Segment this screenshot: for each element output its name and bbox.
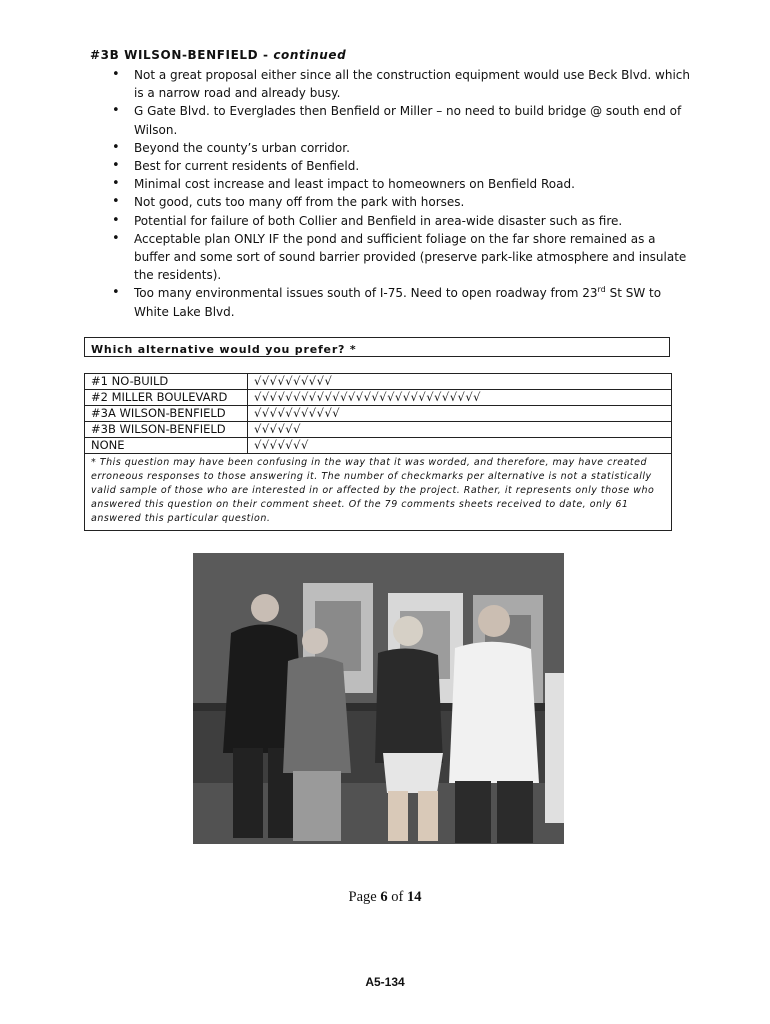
option-label: #3B WILSON-BENFIELD xyxy=(85,422,248,438)
question-heading: Which alternative would you prefer? * xyxy=(84,337,670,357)
section-title: #3B WILSON-BENFIELD - xyxy=(90,48,274,62)
comment-item: • Beyond the county’s urban corridor. xyxy=(134,139,694,157)
table-row xyxy=(85,438,672,454)
option-label: #2 MILLER BOULEVARD xyxy=(85,390,248,406)
section-heading xyxy=(90,48,346,62)
table-row xyxy=(85,422,672,438)
comment-item: • Best for current residents of Benfield. xyxy=(134,157,694,175)
page-total: 14 xyxy=(406,889,422,905)
option-checkmarks: √√√√√√√ xyxy=(248,438,672,454)
comment-item: • Minimal cost increase and least impact to homeowners on Benfield Road. xyxy=(134,175,694,193)
comment-item: • G Gate Blvd. to Everglades then Benfield or Miller – no need to build bridge @ south end of Wilson. xyxy=(134,102,694,138)
comment-item: • Potential for failure of both Collier and Benfield in area-wide disaster such as fire. xyxy=(134,212,694,230)
option-checkmarks: √√√√√√ xyxy=(248,422,672,438)
comment-list xyxy=(112,66,694,321)
meeting-photo-image xyxy=(193,553,564,844)
section-continued: continued xyxy=(273,48,347,62)
table-row xyxy=(85,406,672,422)
comment-item: • Not a great proposal either since all the construction equipment would use Beck Blvd. which is a narrow road and already busy. xyxy=(134,66,694,102)
table-row xyxy=(85,390,672,406)
vote-table xyxy=(84,373,672,531)
comment-item: • Not good, cuts too many off from the park with horses. xyxy=(134,193,694,211)
option-label: #3A WILSON-BENFIELD xyxy=(85,406,248,422)
comment-text-pre: Too many environmental issues south of I-75. Need to open roadway from 23 xyxy=(134,286,598,301)
comment-text-post: St SW to White Lake Blvd. xyxy=(134,286,662,319)
comment-item-last xyxy=(134,284,694,320)
option-checkmarks: √√√√√√√√√√ xyxy=(248,374,672,390)
option-label: #1 NO-BUILD xyxy=(85,374,248,390)
document-id: A5-134 xyxy=(365,975,405,989)
meeting-photo xyxy=(193,553,564,844)
ordinal-suffix: rd xyxy=(597,285,606,295)
page-prefix: Page xyxy=(348,889,381,905)
option-checkmarks: √√√√√√√√√√√ xyxy=(248,406,672,422)
page-of: of xyxy=(387,889,407,905)
page-number xyxy=(0,889,770,906)
page-current: 6 xyxy=(380,889,388,905)
table-row xyxy=(85,374,672,390)
option-checkmarks: √√√√√√√√√√√√√√√√√√√√√√√√√√√√√ xyxy=(248,390,672,406)
comment-item: • Acceptable plan ONLY IF the pond and sufficient foliage on the far shore remained as a buffer and some sort of sound barrier provided (preserve park-like atmosphere and insulate the residents). xyxy=(134,230,694,285)
option-label: NONE xyxy=(85,438,248,454)
table-footnote: * This question may have been confusing in the way that it was worded, and therefore, may have created erroneous responses to those answering it. The number of checkmarks per alternative is not a statistically valid sample of those who are interested in or affected by the project. Rather, it represents only those who answered this question on their comment sheet. Of the 79 comments sheets received to date, only 61 answered this particular question. xyxy=(85,454,672,531)
table-note-row xyxy=(85,454,672,531)
